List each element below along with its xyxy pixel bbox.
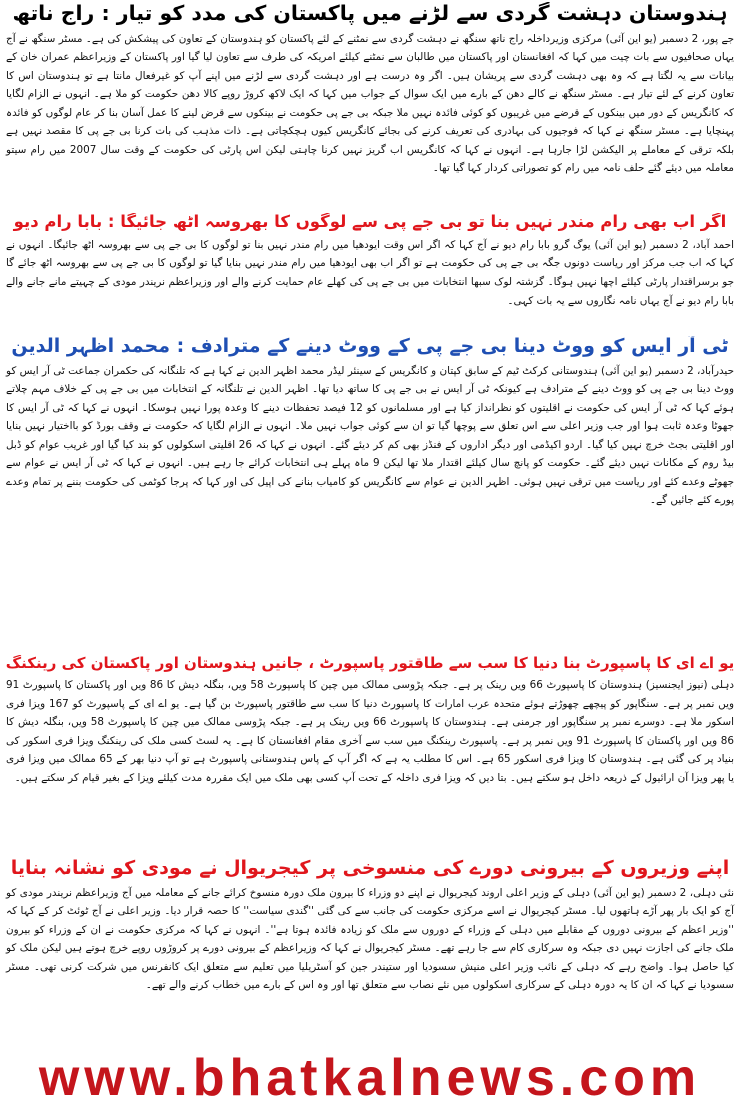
body-azharuddin: حیدرآباد، 2 دسمبر (یو این آئی) ہندوستانی کرکٹ ٹیم کے سابق کپتان و کانگریس کے سینئر لیڈر محمد اظہر الدین نے کہا ہے کہ تلنگانہ کی حکمران جماعت ٹی آر ایس کو ووٹ دینا بی جے پی کو ووٹ دینے کے مترادف ہے کیونکہ ٹی آر ایس نے بی جے پی کا ساتھ دیا تھا۔ اظہر الدین نے تلنگانہ کے انتخابات میں بی جے پی کے خلاف مہم چلاتے ہوئے کہا کہ ٹی آر ایس کی حکومت نے اقلیتوں کو نظرانداز کیا ہے اور مسلمانوں کو 12 فیصد تحفظات دینے کا وعدہ پورا نہیں ہوسکا۔ انہوں نے کہا کہ ٹی آر ایس کا جھوٹا وعدہ ثابت ہوا اور جب وزیر اعلی سے اس تعلق سے پوچھا گیا تو ان سے کوئی جواب نہیں ملا۔ انہوں نے الزام لگایا کہ حکومت نے وقف بورڈ کو بااختیار نہیں بنایا اور اقلیتی بجٹ خرچ نہیں کیا گیا۔ اردو اکیڈمی اور دیگر اداروں کے فنڈز بھی کم کر دیئے گئے۔ انہوں نے کہا کہ 26 اقلیتی اسکولوں کو بند کیا گیا اور غریب عوام کو ڈبل بیڈ روم کے مکانات نہیں دیئے گئے۔ حکومت کو پانچ سال کیلئے اقتدار ملا تھا لیکن 9 ماہ پہلے ہی انتخابات کرائے جا رہے ہیں۔ انہوں نے کہا کہ ٹی آر ایس نے عوام سے جھوٹے وعدے کئے اور ریاست میں ترقی نہیں ہوئی۔ اظہر الدین نے عوام سے کانگریس کو کامیاب بنانے کی اپیل کی اور کہا کہ پرجا کوٹمی کی حکومت بننے پر تمام وعدے پورے کئے جائیں گے۔	[6, 364, 734, 507]
headline-passport: یو اے ای کا پاسپورٹ بنا دنیا کا سب سے طاقتور پاسپورٹ ، جانیں ہندوستان اور پاکستان کی رینکنگ	[5, 655, 735, 672]
article-azharuddin	[4, 336, 736, 656]
article-rajnath	[4, 2, 736, 211]
article-passport	[4, 655, 736, 852]
article-kejriwal	[4, 858, 736, 1036]
headline-rajnath: ہندوستان دہشت گردی سے لڑنے میں پاکستان کی مدد کو تیار : راج ناتھ	[12, 2, 728, 25]
headline-kejriwal: اپنے وزیروں کے بیرونی دورے کی منسوخی پر کیجریوال نے مودی کو نشانہ بنایا	[10, 858, 730, 879]
body-rajnath: جے پور، 2 دسمبر (یو این آئی) مرکزی وزیرداخلہ راج ناتھ سنگھ نے دہشت گردی سے نمٹنے کے لئے پاکستان کو ہندوستان کے تعاون کی پیشکش کی ہے۔ مسٹر سنگھ نے آج یہاں صحافیوں سے بات چیت میں کہا کہ افغانستان اور پاکستان میں طالبان سے نمٹنے کیلئے امریکہ کی طرف سے تعاون لیا گیا اور پاکستان کے وزیراعظم عمران خان کے بیانات سے یہ لگتا ہے کہ وہ بھی دہشت گردی سے پریشان ہیں۔ اگر وہ درست ہے اور دہشت گردی سے لڑنے میں اپنے آپ کو غیرفعال مانتا ہے تو ہندوستان اس کا تعاون کرنے کے لئے تیار ہے۔ مسٹر سنگھ نے کالے دھن کے بارے میں ایک سوال کے جواب میں کہا کہ ایک لاکھ کروڑ روپے کالا دھن حکومت کو ملا ہے۔ انہوں نے الزام لگایا کہ کانگریس کے دور میں بینکوں کے قرضے میں غریبوں کو کوئی فائدہ نہیں ملا جبکہ بی جے پی حکومت نے بینکوں سے قرض لینے کا عمل آسان بنا کر عام لوگوں کو فائدہ پہنچایا ہے۔ مسٹر سنگھ نے کہا کہ فوجیوں کی بہادری کی تعریف کرنے کی بجائے کانگریس کیوں ہچکچاتی ہے۔ ذات مذہب کی بات کرنا بی جے پی کا مقصد نہیں ہے بلکہ ترقی کے معاملے پر الیکشن لڑا جارہا ہے۔ انہوں نے کہا کہ کانگریس اب گریز نہیں کرنا چاہتی لیکن اس پارٹی کی حکومت کے وقت سال 2007 میں رام سیتو معاملہ میں دیئے گئے حلف نامہ میں رام کو تصوراتی کردار کہا گیا تھا۔	[6, 32, 734, 175]
body-ramdev: احمد آباد، 2 دسمبر (یو این آئی) یوگ گرو بابا رام دیو نے آج کہا کہ اگر اس وقت ایودھیا میں رام مندر نہیں بنا تو لوگوں کا بی جے پی سے بھروسہ اٹھ جائیگا۔ انہوں نے کہا کہ اب جب مرکز اور ریاست دونوں جگہ بی جے پی کی حکومت ہے تو اگر اب بھی ایودھیا میں رام مندر نہیں بنایا گیا تو لوگوں کا بی جے پی سے بھروسہ اٹھ جائے گا جو برسراقتدار پارٹی کیلئے اچھا نہیں ہوگا۔ گزشتہ لوک سبھا انتخابات میں بی جے پی کی کھلے عام حمایت کرنے والے اور وزیراعظم نریندر مودی کے چہیتے مانے جانے والے بابا رام دیو نے آج یہاں نامہ نگاروں سے یہ بات کہی۔	[6, 238, 734, 307]
body-passport: دہلی (نیوز ایجنسیز) ہندوستان کا پاسپورٹ 66 ویں رینک پر ہے۔ جبکہ پڑوسی ممالک میں چین کا پاسپورٹ 58 ویں، بنگلہ دیش کا 86 ویں اور پاکستان کا پاسپورٹ 91 ویں نمبر پر ہے۔ سنگاپور کو پیچھے چھوڑتے ہوئے متحدہ عرب امارات کا پاسپورٹ دنیا کا سب سے طاقتور پاسپورٹ بن گیا ہے۔ یو اے ای کے پاسپورٹ کو 167 ویزا فری اسکور ملا ہے۔ دوسرے نمبر پر سنگاپور اور جرمنی ہے۔ ہندوستان کا پاسپورٹ 66 ویں رینک پر ہے۔ جبکہ پڑوسی ممالک میں چین کا پاسپورٹ 58 ویں، بنگلہ دیش کا 86 ویں اور پاکستان کا پاسپورٹ 91 ویں نمبر پر ہے۔ پاسپورٹ رینکنگ میں سب سے آخری مقام افغانستان کا ہے۔ یہ لسٹ کسی ملک کی رینکنگ ویزا فری اسکور کی بنیاد پر کی گئی ہے۔ ہندوستان کا ویزا فری اسکور 65 ہے۔ اس کا مطلب یہ ہے کہ اگر آپ کے پاس ہندوستانی پاسپورٹ ہے تو آپ دنیا بھر کے 65 ممالک میں ویزا فری یا پھر ویزا آن ارائیول کے ذریعہ داخل ہو سکتے ہیں۔ بتا دیں کہ ویزا فری داخلہ کے تحت آپ کسی بھی ملک میں ایک مقررہ مدت کیلئے ویزا کے بغیر قیام کر سکتے ہیں۔	[6, 679, 735, 784]
body-kejriwal: نئی دہلی، 2 دسمبر (یو این آئی) دہلی کے وزیر اعلی اروند کیجریوال نے اپنے دو وزراء کا بیرون ملک دورہ منسوخ کرائے جانے کے معاملہ میں آج وزیراعظم نریندر مودی کو آج کو ایک بار پھر آڑے ہاتھوں لیا۔ مسٹر کیجریوال نے اسے مرکزی حکومت کی جانب سے کی گئی ''گندی سیاست'' کا حصہ قرار دیا۔ وزیر اعلی نے آج ٹوئٹ کر کے کہا کہ ''وزیر اعظم کے بیرونی دوروں کے مقابلے میں دہلی کے وزراء کے دوروں سے ملک کو زیادہ فائدہ ہوتا ہے''۔ انہوں نے کہا کہ مرکزی حکومت نے ان کے وزراء کو بیرون ملک جانے کی اجازت نہیں دی جبکہ وہ سرکاری کام سے جا رہے تھے۔ مسٹر کیجریوال نے کہا کہ وزیراعظم کے بیرونی دورے پر کروڑوں روپے خرچ ہوتے ہیں لیکن ملک کو کیا حاصل ہوا۔ واضح رہے کہ دہلی کے نائب وزیر اعلی منیش سسودیا اور ستیندر جین کو آسٹریلیا میں تعلیم سے متعلق ایک کانفرنس میں شرکت کرنی تھی۔ مسٹر سسودیا نے کہا کہ ان کا یہ دورہ دہلی کے سرکاری اسکولوں میں نئے نصاب سے متعلق تھا اور وہ اس کے بارے میں خطاب کرنے والے تھے۔	[6, 886, 734, 992]
article-ramdev	[4, 213, 736, 318]
site-url[interactable]: www.bhatkalnews.com	[38, 1049, 702, 1107]
footer-banner	[0, 1044, 740, 1112]
headline-ramdev: اگر اب بھی رام مندر نہیں بنا تو بی جے پی سے لوگوں کا بھروسہ اٹھ جائیگا : بابا رام دیو	[13, 213, 727, 231]
headline-azharuddin: ٹی آر ایس کو ووٹ دینا بی جے پی کے ووٹ دینے کے مترادف : محمد اظہر الدین	[11, 336, 729, 357]
